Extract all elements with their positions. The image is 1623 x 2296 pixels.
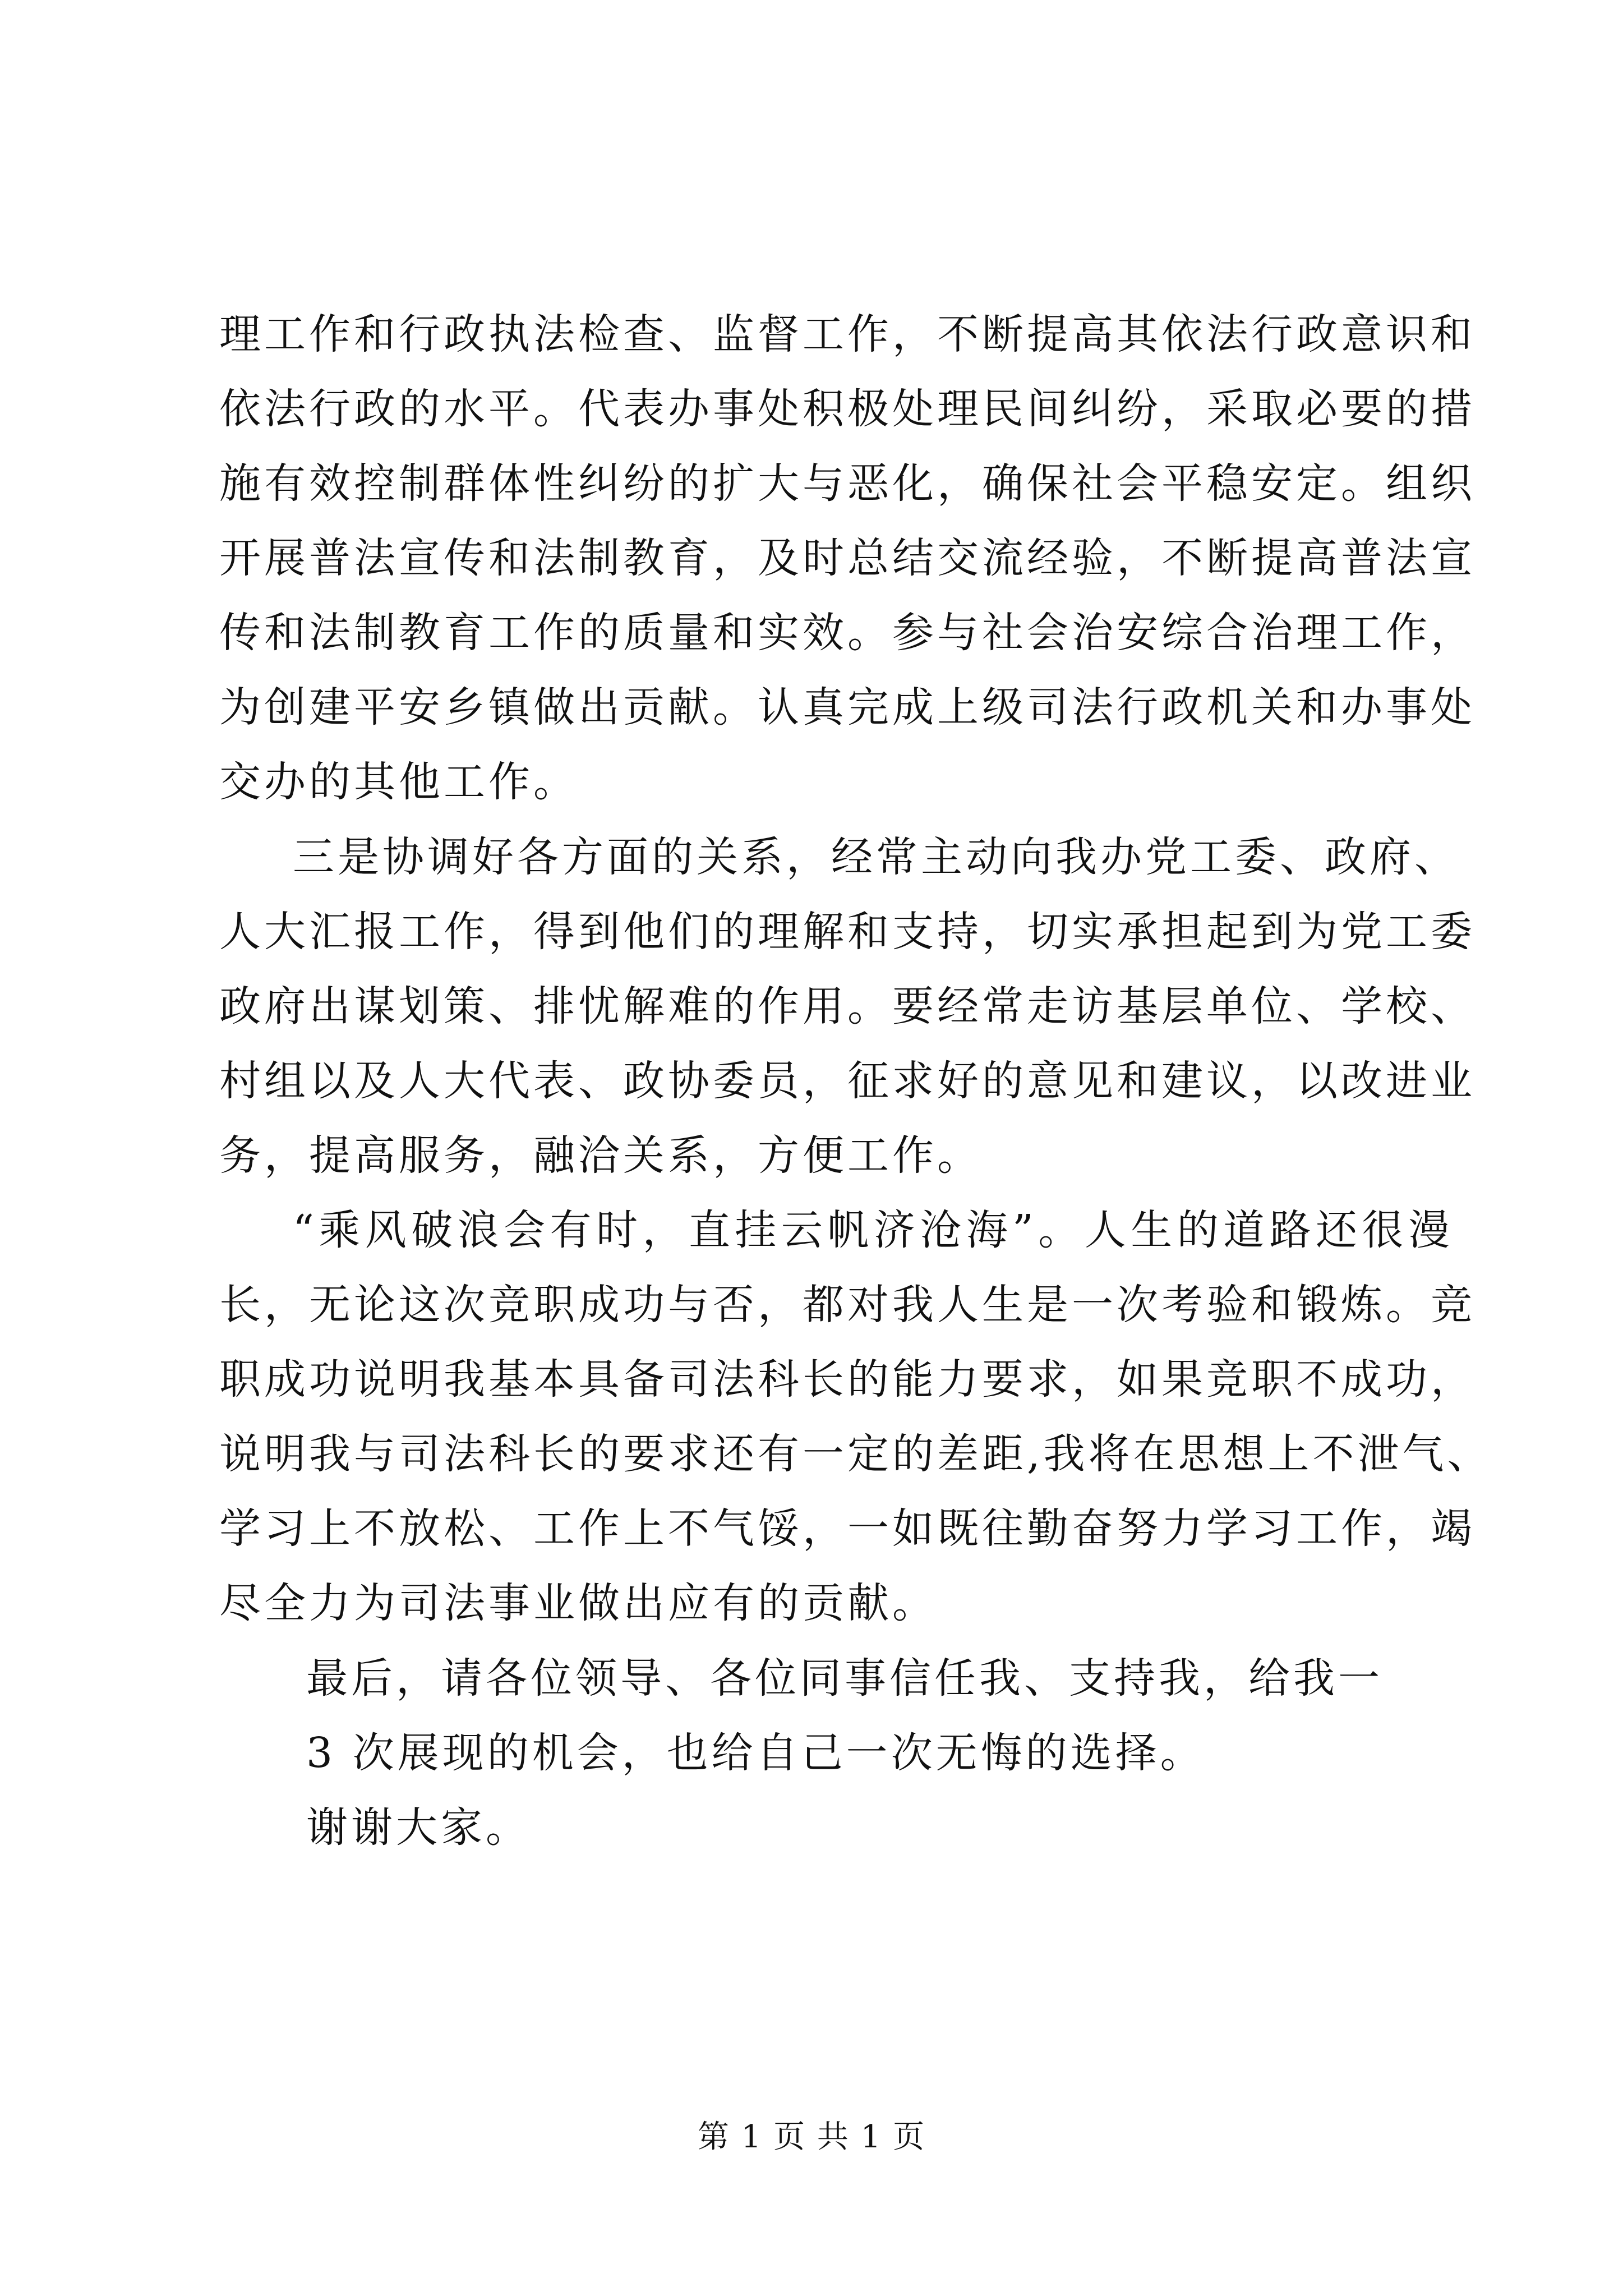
body-line: 说明我与司法科长的要求还有一定的差距,我将在思想上不泄气、: [219, 1430, 1492, 1478]
body-line: 职成功说明我基本具备司法科长的能力要求，如果竞职不成功，: [219, 1355, 1476, 1404]
body-line: 三是协调好各方面的关系，经常主动向我办党工委、政府、: [293, 833, 1459, 881]
body-line: 施有效控制群体性纠纷的扩大与恶化，确保社会平稳安定。组织: [219, 459, 1476, 508]
body-line: “乘风破浪会有时，直挂云帆济沧海”。人生的道路还很漫: [293, 1206, 1453, 1254]
body-line: 依法行政的水平。代表办事处积极处理民间纠纷，采取必要的措: [219, 385, 1476, 433]
body-line: 村组以及人大代表、政协委员，征求好的意见和建议，以改进业: [219, 1057, 1476, 1105]
body-line: 长，无论这次竞职成功与否，都对我人生是一次考验和锻炼。竞: [219, 1281, 1476, 1329]
page-number-footer: 第 1 页 共 1 页: [697, 2119, 926, 2155]
closing-thanks: 谢谢大家。: [306, 1803, 531, 1852]
body-line: 政府出谋划策、排忧解难的作用。要经常走访基层单位、学校、: [219, 982, 1476, 1030]
body-line: 理工作和行政执法检查、监督工作，不断提高其依法行政意识和: [219, 310, 1476, 358]
body-line: 传和法制教育工作的质量和实效。参与社会治安综合治理工作，: [219, 609, 1476, 657]
body-line: 开展普法宣传和法制教育，及时总结交流经验，不断提高普法宣: [219, 534, 1476, 582]
body-line: 务，提高服务，融洽关系，方便工作。: [219, 1131, 982, 1180]
body-line: 交办的其他工作。: [219, 758, 578, 806]
body-line: 为创建平安乡镇做出贡献。认真完成上级司法行政机关和办事处: [219, 683, 1476, 731]
body-line: 人大汇报工作，得到他们的理解和支持，切实承担起到为党工委: [219, 908, 1476, 956]
closing-line: 3 次展现的机会，也给自己一次无悔的选择。: [306, 1729, 1205, 1777]
body-line: 学习上不放松、工作上不气馁，一如既往勤奋努力学习工作，竭: [219, 1504, 1476, 1553]
closing-line: 最后，请各位领导、各位同事信任我、支持我，给我一: [306, 1654, 1383, 1703]
body-line: 尽全力为司法事业做出应有的贡献。: [219, 1579, 937, 1627]
